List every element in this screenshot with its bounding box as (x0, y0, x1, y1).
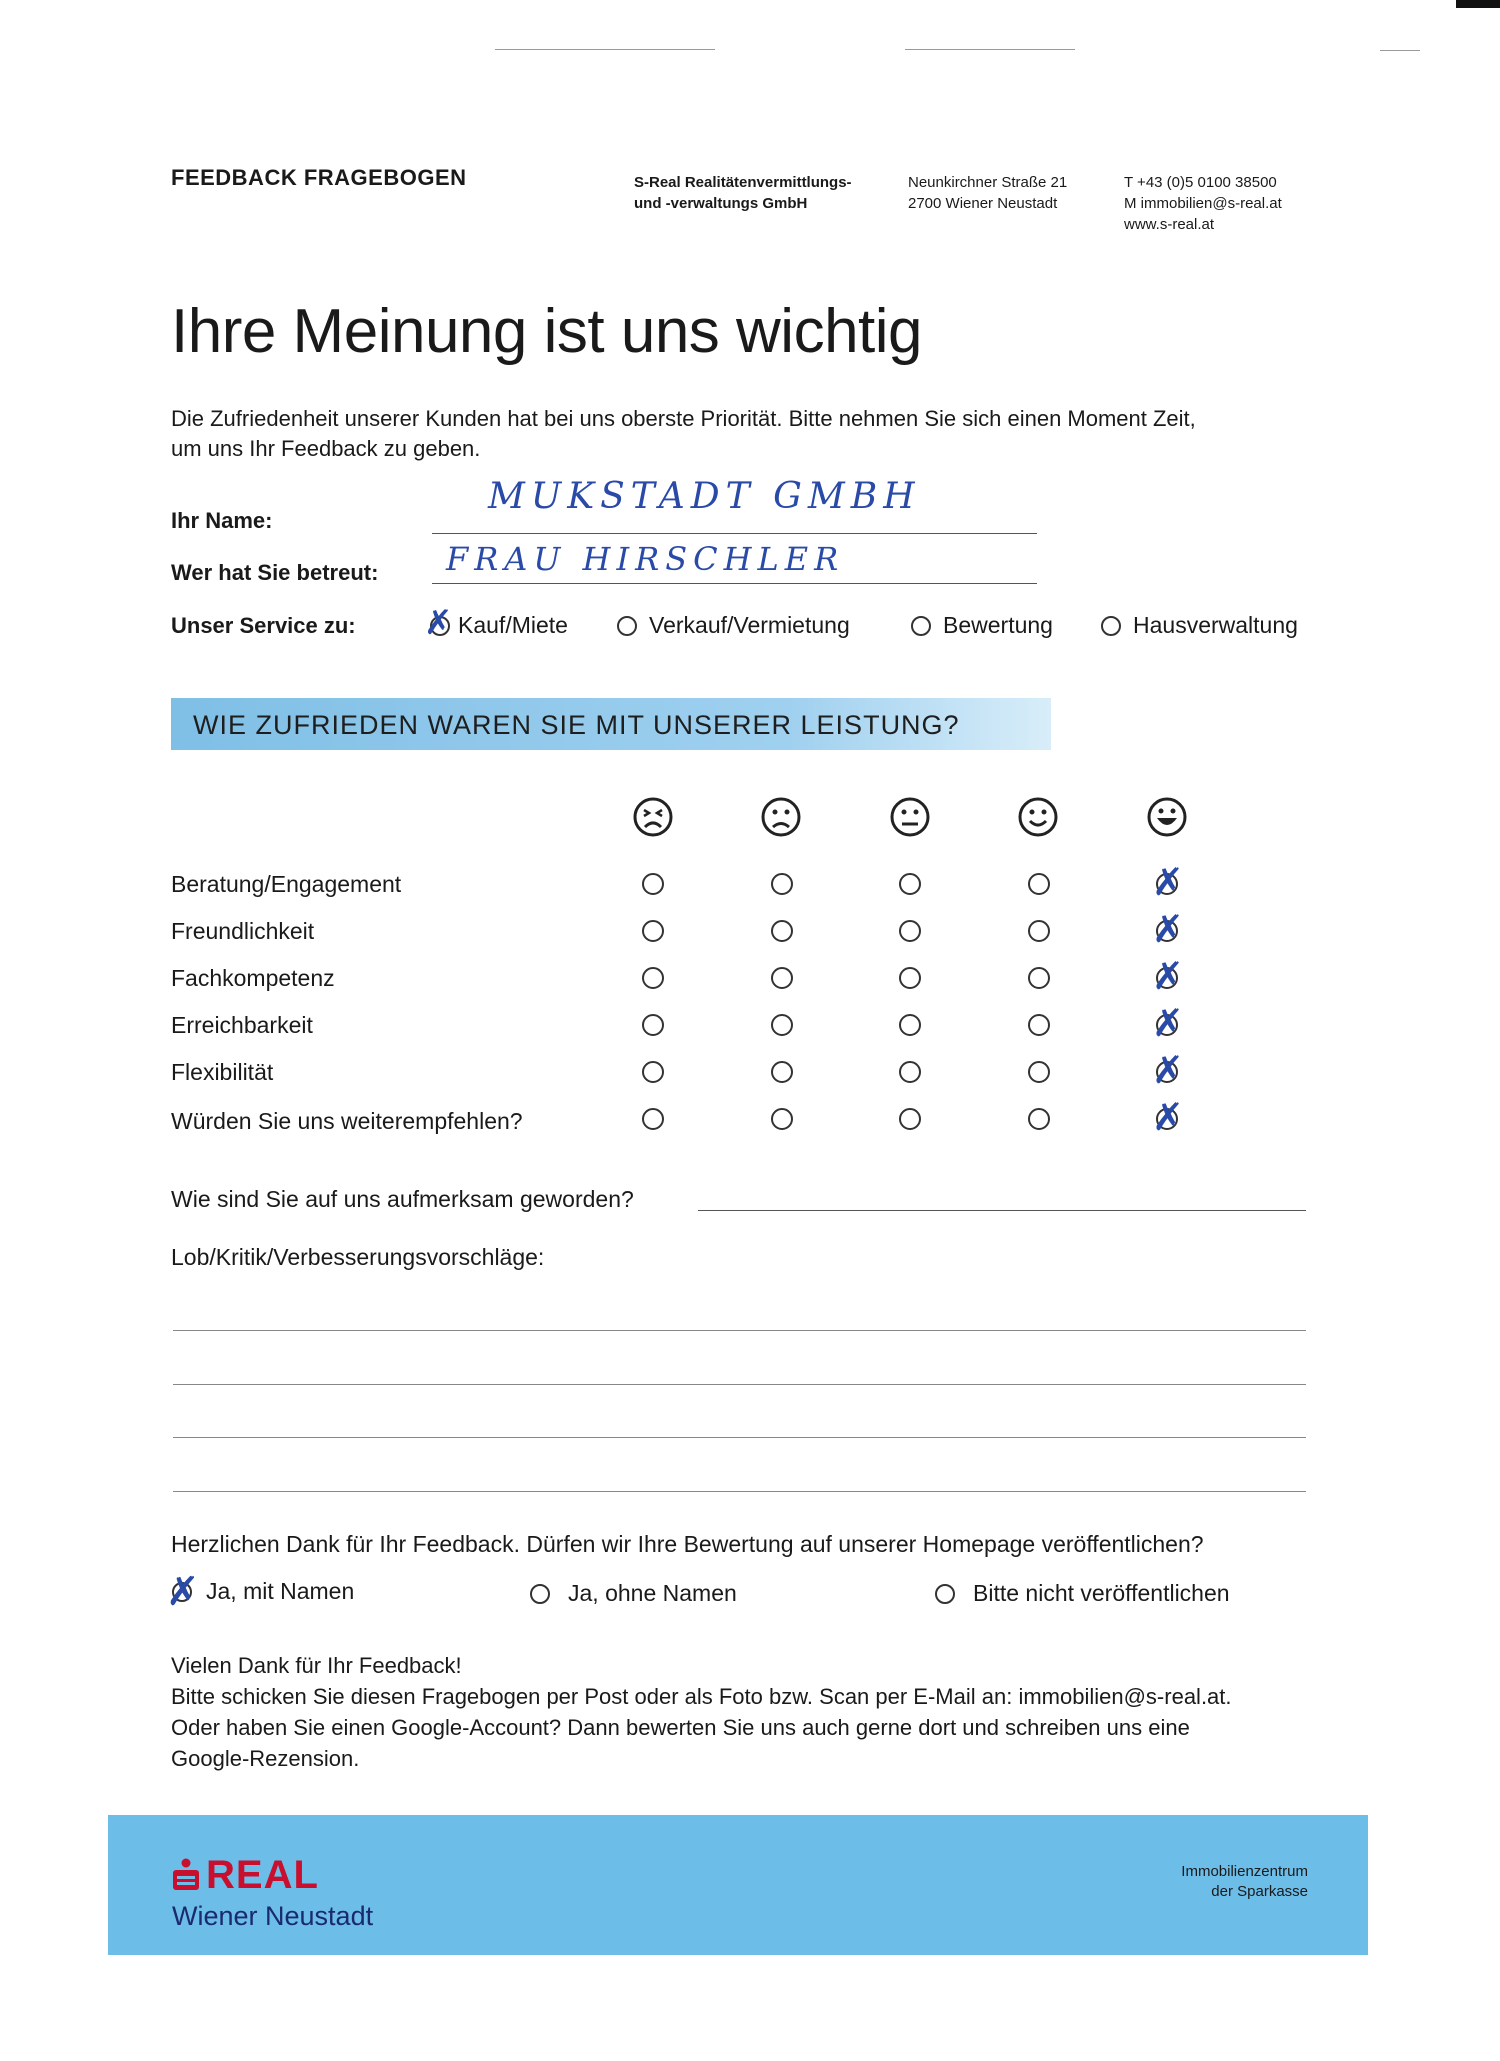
rating-radio[interactable] (1028, 967, 1050, 989)
publish-option-none[interactable] (935, 1580, 1230, 1607)
intro-text: Die Zufriedenheit unserer Kunden hat bei uns oberste Priorität. Bitte nehmen Sie sich einen Moment Zeit, um uns Ihr Feedback zu geben. (171, 406, 1196, 461)
option-label: Bewertung (943, 612, 1053, 638)
rating-radio[interactable] (899, 967, 921, 989)
rating-radio[interactable] (899, 873, 921, 895)
radio-button[interactable] (935, 1584, 955, 1604)
rating-radio[interactable] (899, 920, 921, 942)
feedback-question: Lob/Kritik/Verbesserungsvorschläge: (171, 1244, 545, 1270)
publish-option-with-name[interactable] (166, 1568, 355, 1615)
company-name: S-Real Realitätenvermittlungs- und -verwaltungs GmbH (634, 174, 852, 212)
check-mark-icon: ✗ (1152, 1003, 1184, 1045)
radio-button[interactable] (166, 1568, 200, 1615)
rating-radio[interactable] (771, 920, 793, 942)
section-banner (171, 698, 1051, 750)
rating-radio[interactable] (642, 1014, 664, 1036)
rating-radio[interactable] (1028, 873, 1050, 895)
scan-line (905, 49, 1075, 50)
rating-row-label: Fachkompetenz (171, 965, 335, 991)
radio-button[interactable] (911, 616, 931, 636)
check-mark-icon: ✗ (1152, 862, 1184, 904)
option-label: Verkauf/Vermietung (649, 612, 850, 638)
option-label: Bitte nicht veröffentlichen (973, 1580, 1230, 1606)
rating-radio[interactable] (1028, 1061, 1050, 1083)
very-happy-face-icon (1146, 796, 1188, 838)
rating-radio[interactable] (771, 1061, 793, 1083)
radio-button[interactable] (530, 1584, 550, 1604)
rating-radio[interactable] (1152, 909, 1184, 951)
source-question: Wie sind Sie auf uns aufmerksam geworden? (171, 1186, 634, 1212)
rating-row-label: Freundlichkeit (171, 918, 315, 944)
scan-edge (1456, 0, 1500, 8)
advisor-label: Wer hat Sie betreut: (171, 560, 379, 585)
radio-button[interactable] (1101, 616, 1121, 636)
advisor-line (432, 583, 1037, 584)
rating-radio[interactable] (771, 1108, 793, 1130)
neutral-face-icon (889, 796, 931, 838)
rating-radio[interactable] (1028, 1014, 1050, 1036)
advisor-field[interactable]: FRAU HIRSCHLER (446, 540, 845, 578)
company-address: Neunkirchner Straße 21 2700 Wiener Neustadt (908, 174, 1068, 212)
name-line (432, 533, 1037, 534)
brand-city: Wiener Neustadt (172, 1901, 374, 1931)
section-heading: WIE ZUFRIEDEN WAREN SIE MIT UNSERER LEISTUNG? (193, 710, 960, 740)
radio-button[interactable] (424, 602, 453, 643)
rating-radio[interactable] (1028, 1108, 1050, 1130)
sparkasse-logo-icon (172, 1858, 200, 1892)
check-mark-icon: ✗ (1152, 1050, 1184, 1092)
very-unhappy-face-icon (632, 796, 674, 838)
footer-band (108, 1815, 1368, 1955)
closing-text: Vielen Dank für Ihr Feedback! Bitte schicken Sie diesen Fragebogen per Post oder als Foto bzw. Scan per E-Mail an: immobilien@s-real.at. Oder haben Sie einen Google-Account? Dann bewerten Sie uns auch gerne dort und schreiben uns eine Google-Rezension. (171, 1653, 1232, 1771)
company-contact: T +43 (0)5 0100 38500 M immobilien@s-real.at www.s-real.at (1124, 174, 1282, 233)
scan-line (495, 49, 715, 50)
service-label: Unser Service zu: (171, 613, 356, 638)
check-mark-icon: ✗ (1152, 1097, 1184, 1139)
option-label: Kauf/Miete (458, 612, 568, 638)
service-option-kauf[interactable] (424, 602, 568, 643)
rating-radio[interactable] (771, 873, 793, 895)
check-mark-icon: ✗ (424, 602, 453, 643)
rating-row-label: Erreichbarkeit (171, 1012, 313, 1038)
rating-radio[interactable] (642, 1108, 664, 1130)
rating-radio[interactable] (642, 920, 664, 942)
feedback-line[interactable] (173, 1384, 1306, 1385)
rating-radio[interactable] (899, 1108, 921, 1130)
rating-radio[interactable] (642, 1061, 664, 1083)
rating-radio[interactable] (771, 967, 793, 989)
rating-radio[interactable] (899, 1061, 921, 1083)
rating-row-label: Flexibilität (171, 1059, 274, 1085)
footer-tagline: Immobilienzentrum der Sparkasse (1181, 1863, 1308, 1900)
rating-radio[interactable] (1152, 1097, 1184, 1139)
rating-radio[interactable] (642, 967, 664, 989)
scan-line (1380, 50, 1420, 51)
check-mark-icon: ✗ (166, 1568, 200, 1615)
radio-button[interactable] (617, 616, 637, 636)
rating-radio[interactable] (642, 873, 664, 895)
rating-radio[interactable] (1028, 920, 1050, 942)
feedback-line[interactable] (173, 1437, 1306, 1438)
page-title: Ihre Meinung ist uns wichtig (171, 297, 923, 366)
feedback-line[interactable] (173, 1491, 1306, 1492)
publish-option-without-name[interactable] (530, 1580, 737, 1607)
feedback-line[interactable] (173, 1330, 1306, 1331)
brand-logo (172, 1853, 319, 1898)
name-label: Ihr Name: (171, 508, 273, 533)
option-label: Ja, mit Namen (206, 1578, 355, 1604)
sad-face-icon (760, 796, 802, 838)
source-answer-line[interactable] (698, 1210, 1306, 1211)
name-field[interactable]: MUKSTADT GMBH (488, 476, 921, 517)
check-mark-icon: ✗ (1152, 956, 1184, 998)
rating-row-label: Würden Sie uns weiterempfehlen? (171, 1108, 523, 1134)
check-mark-icon: ✗ (1152, 909, 1184, 951)
rating-radio[interactable] (899, 1014, 921, 1036)
service-option-hausverwaltung[interactable] (1101, 612, 1298, 639)
service-option-bewertung[interactable] (911, 612, 1053, 639)
form-title: FEEDBACK FRAGEBOGEN (171, 165, 467, 190)
rating-radio[interactable] (771, 1014, 793, 1036)
rating-radio[interactable] (1152, 956, 1184, 998)
option-label: Ja, ohne Namen (568, 1580, 737, 1606)
rating-radio[interactable] (1152, 862, 1184, 904)
smile-face-icon (1017, 796, 1059, 838)
brand-text: REAL (206, 1853, 319, 1897)
publish-question: Herzlichen Dank für Ihr Feedback. Dürfen wir Ihre Bewertung auf unserer Homepage veröffentlichen? (171, 1531, 1204, 1557)
rating-radio[interactable] (1152, 1003, 1184, 1045)
service-option-verkauf[interactable] (617, 612, 850, 639)
option-label: Hausverwaltung (1133, 612, 1298, 638)
rating-radio[interactable] (1152, 1050, 1184, 1092)
rating-row-label: Beratung/Engagement (171, 871, 402, 897)
